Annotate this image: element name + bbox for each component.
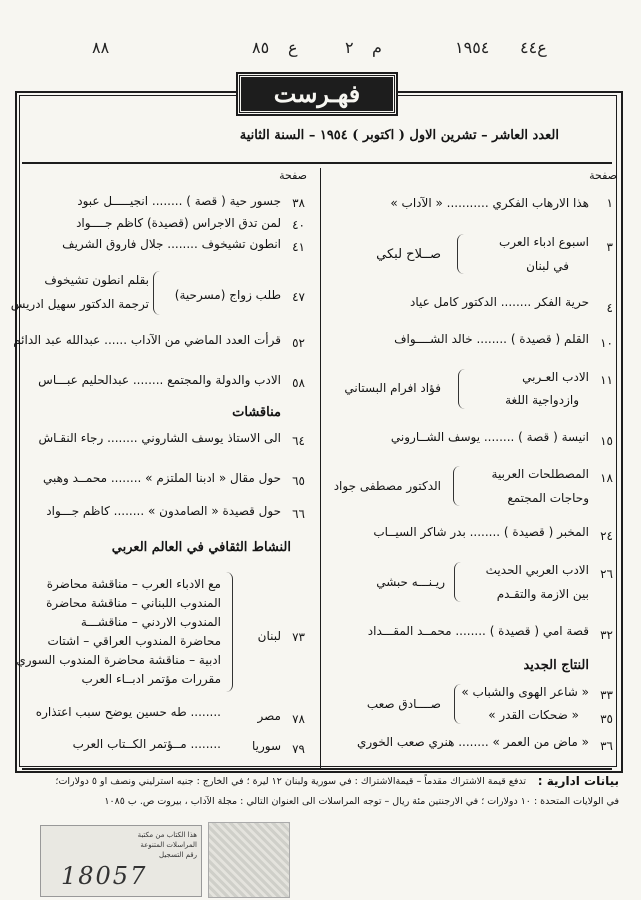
entry-page: ٦٦ (292, 507, 305, 521)
entry-page: ٣٨ (292, 196, 305, 210)
entry-page: ١ (606, 196, 613, 210)
toc-author: ريـنـــه حبشي (376, 575, 445, 589)
toc-entry: ........ طه حسين يوضح سبب اعتذاره (35, 705, 221, 719)
toc-entry: انطون تشيخوف ........ جلال فاروق الشريف (62, 237, 281, 251)
entry-page: ٤١ (292, 240, 305, 254)
entry-page: ١٠ (600, 336, 613, 350)
toc-entry-title-2: في لبنان (526, 259, 569, 273)
entry-page: ٢٦ (600, 567, 613, 581)
stamp-number: 18057 (61, 862, 148, 890)
toc-entry-title-2: بين الازمة والتقـدم (496, 587, 589, 601)
library-stamp (40, 825, 202, 897)
lebanon-line: محاضرة المندوب العراقي – اشتات (47, 634, 221, 648)
entry-page: ١١ (600, 373, 613, 387)
stamp-line: المراسلات المتنوعة (140, 841, 197, 849)
handwritten-note-2: ع (288, 38, 298, 57)
lebanon-line: ادبية – مناقشة محاضرة المندوب السوري (16, 653, 221, 667)
toc-entry: حول مقال « ادبنا الملتزم » ........ محمــد وهبي (43, 471, 281, 485)
handwritten-year: ١٩٥٤ (455, 38, 490, 57)
brace (457, 234, 464, 274)
lebanon-line: المندوب الاردني – مناقشـــة (80, 615, 221, 629)
toc-author: الدكتور مصطفى جواد (333, 479, 441, 493)
section-heading-discussions: مناقشات (232, 405, 281, 420)
toc-entry: « شاعر الهوى والشباب » (461, 685, 589, 699)
toc-entry: طلب زواج (مسرحية) (174, 288, 281, 302)
lebanon-line: مقررات مؤتمر ادبــاء العرب (81, 672, 221, 686)
admin-line-1: تدفع قيمة الاشتراك مقدماً – قيمةالاشتراك : في سورية ولبنان ١٢ ليرة ؛ في الخارج : جنيه استرليني ونصف او ٥ دولارات؛ (55, 776, 526, 787)
toc-author: بقلم انطون تشيخوف (44, 273, 149, 287)
entry-page: ٥٢ (292, 336, 305, 350)
toc-author: صــــادق صعب (366, 697, 441, 711)
column-divider (320, 168, 321, 768)
admin-label: بيانات ادارية : (537, 774, 619, 788)
toc-entry-title-2: وازدواجية اللغة (505, 393, 579, 407)
toc-entry: قرأت العدد الماضي من الآداب ...... عبدالله عبد الدائم (13, 333, 281, 347)
brace (454, 562, 461, 602)
lebanon-line: المندوب اللبناني – مناقشة محاضرة (46, 596, 221, 610)
toc-entry-title-2: وحاجات المجتمع (507, 491, 589, 505)
entry-page: ٧٨ (292, 712, 305, 726)
section-heading-cultural: النشاط الثقافي في العالم العربي (111, 540, 291, 555)
toc-entry: حرية الفكر ........ الدكتور كامل عياد (410, 295, 589, 309)
footer-divider (22, 768, 612, 770)
entry-page: ٣ (606, 240, 613, 254)
stamp-line: هذا الكتاب من مكتبة (137, 831, 197, 839)
stamp-photo (208, 822, 290, 898)
toc-entry-title: المصطلحات العربية (491, 467, 589, 481)
section-heading-new-product: النتاج الجديد (523, 658, 589, 673)
toc-entry: ........ مــؤتمر الكــتاب العرب (72, 737, 221, 751)
entry-page: ٣٢ (600, 628, 613, 642)
entry-page: ٣٥ (600, 712, 613, 726)
page-title: فهـرست (238, 74, 396, 114)
toc-entry: « ماض من العمر » ........ هنري صعب الخوري (356, 735, 589, 749)
toc-entry-title: الادب العـربي (522, 370, 589, 384)
toc-entry: « ضحكات القدر » (488, 708, 579, 722)
brace (458, 369, 465, 409)
brace (153, 271, 160, 315)
toc-entry: الى الاستاذ يوسف الشاروني ........ رجاء النقـاش (38, 431, 281, 445)
brace (454, 684, 461, 724)
toc-author: صــلاح لبكي (376, 247, 441, 262)
handwritten-page-number: ٨٨ (92, 38, 110, 57)
toc-entry-title: الادب العربي الحديث (485, 563, 589, 577)
handwritten-note-3: ٢ (345, 38, 354, 57)
entry-page: ٤٧ (292, 290, 305, 304)
entry-page: ٤ (606, 301, 613, 315)
toc-entry: انيسة ( قصة ) ........ يوسف الشــاروني (390, 430, 589, 444)
toc-entry: جسور حية ( قصة ) ........ انجيـــــل عبود (77, 194, 281, 208)
entry-page: ٣٣ (600, 688, 613, 702)
stamp-text (97, 830, 197, 860)
toc-entry: الادب والدولة والمجتمع ........ عبدالحليم عبـــاس (38, 373, 281, 387)
toc-entry: هذا الارهاب الفكري ........... « الآداب » (390, 196, 589, 210)
page-label-left: صفحة (279, 169, 307, 182)
entry-page: ٢٤ (600, 529, 613, 543)
page-label-right: صفحة (589, 169, 617, 182)
admin-line-2: في الولايات المتحدة : ١٠ دولارات ؛ في الارجنتين مئة ريال – توجه المراسلات الى العنوان التالي : مجلة الآداب ، بيروت ص. ب ١٠٨٥ (104, 796, 619, 807)
handwritten-note-4: م (372, 38, 382, 57)
entry-page: ٥٨ (292, 376, 305, 390)
issue-line: العدد العاشر – تشرين الاول ( اكتوبر ) ١٩٥٤ – السنة الثانية (239, 128, 559, 143)
toc-entry: لمن تدق الاجراس (قصيدة) كاظم جــــواد (76, 216, 281, 230)
entry-page: ٣٦ (600, 739, 613, 753)
country-label: مصر (257, 709, 281, 723)
toc-entry: حول قصيدة « الصامدون » ........ كاظم جـــواد (46, 504, 281, 518)
entry-page: ٦٥ (292, 474, 305, 488)
entry-page: ٤٠ (292, 218, 305, 232)
brace (453, 466, 460, 506)
toc-entry-title: اسبوع ادباء العرب (498, 235, 589, 249)
lebanon-line: مع الادباء العرب – مناقشة محاضرة (46, 577, 221, 591)
stamp-line: رقم التسجيل (159, 851, 197, 859)
entry-page: ١٨ (600, 471, 613, 485)
toc-author-2: ترجمة الدكتور سهيل ادريس (10, 297, 149, 311)
entry-page: ١٥ (600, 434, 613, 448)
handwritten-note-1: ٨٥ (252, 38, 270, 57)
toc-entry: المخبر ( قصيدة ) ........ بدر شاكر السيــاب (373, 525, 589, 539)
toc-author: فؤاد افرام البستاني (344, 381, 441, 395)
header-divider (22, 162, 612, 164)
entry-page: ٧٩ (292, 742, 305, 756)
entry-page: ٧٣ (292, 630, 305, 644)
country-label: لبنان (257, 629, 281, 643)
entry-page: ٦٤ (292, 434, 305, 448)
brace (226, 572, 233, 692)
toc-entry: القلم ( قصيدة ) ........ خالد الشــــواف (394, 332, 589, 346)
toc-entry: قصة امي ( قصيدة ) ........ محمــد المقـــداد (367, 624, 589, 638)
handwritten-code: ع٤٤ (520, 38, 547, 57)
country-label: سوريا (251, 739, 281, 753)
